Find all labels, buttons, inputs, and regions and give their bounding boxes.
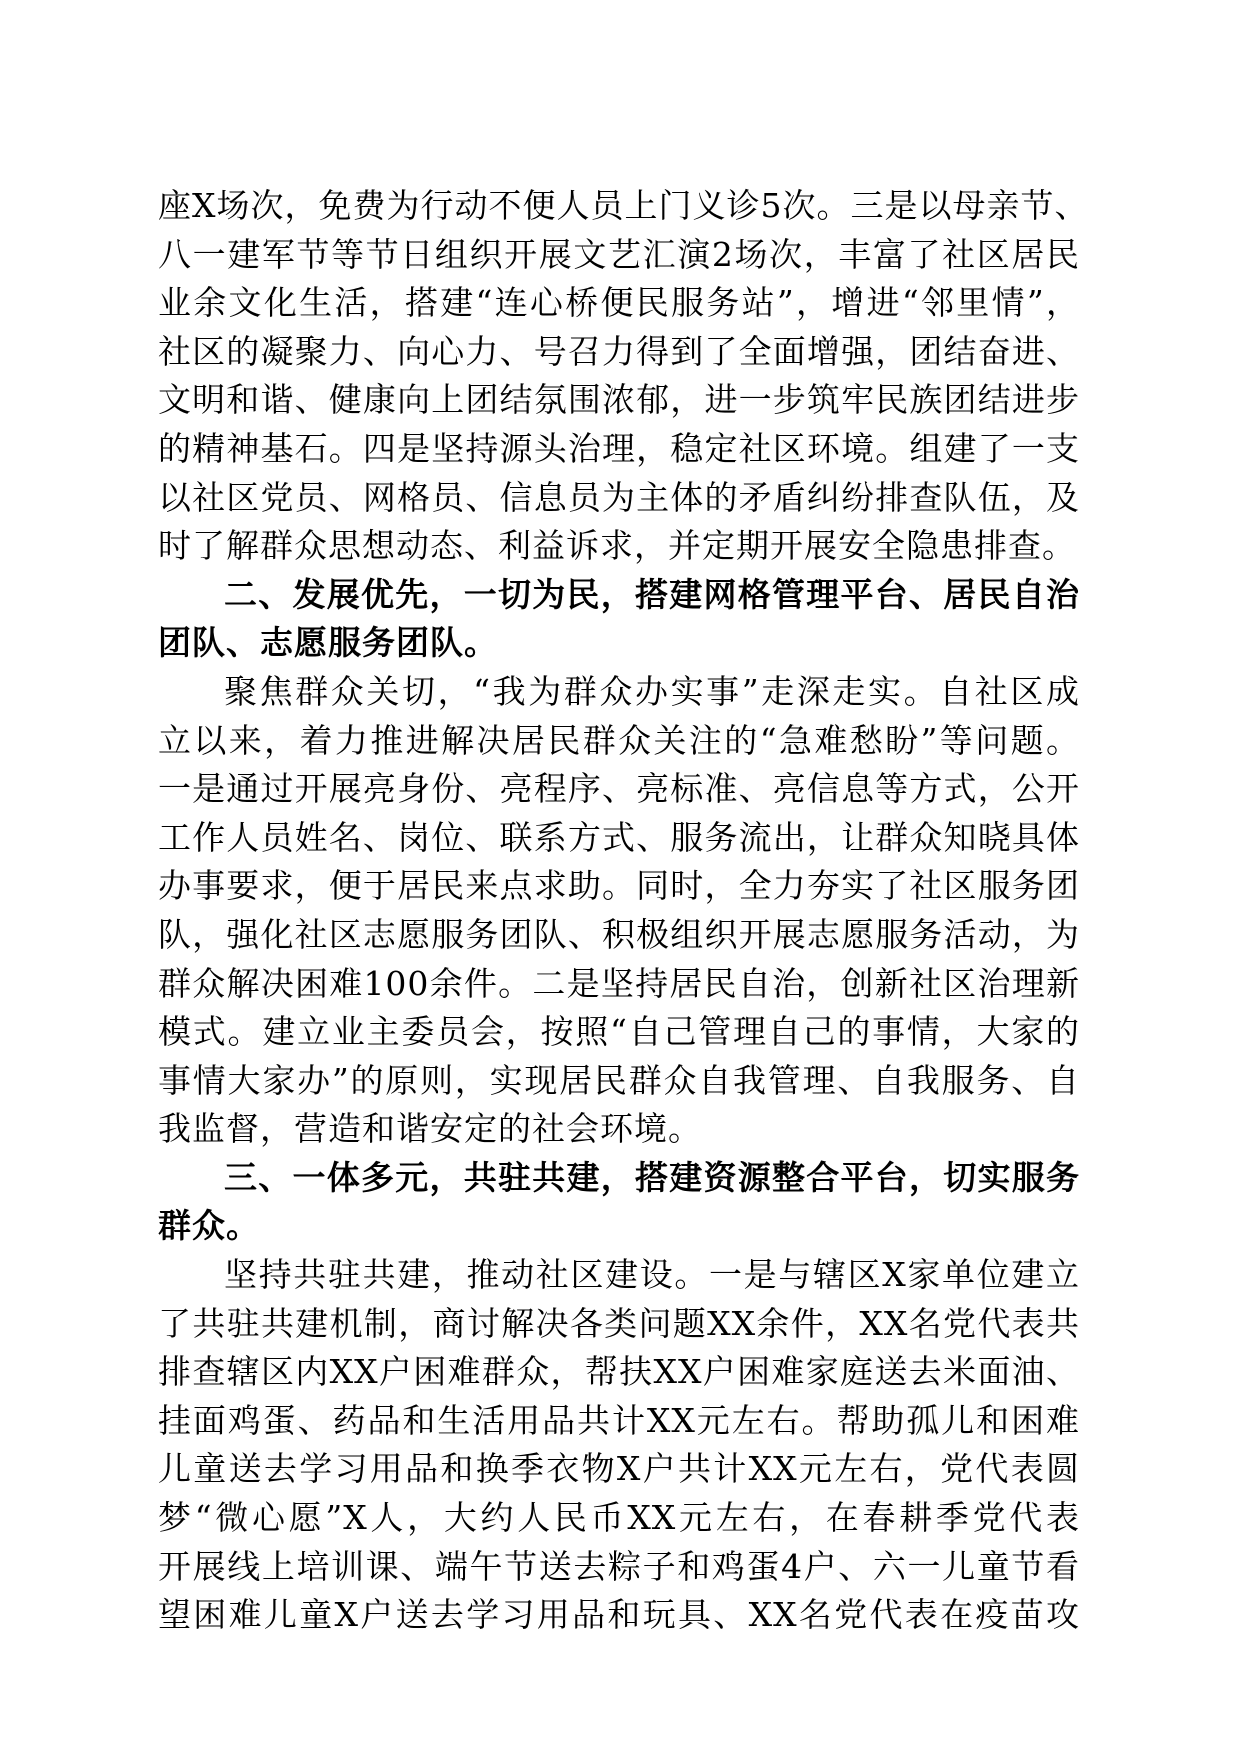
body-line: 儿童送去学习用品和换季衣物X户共计XX元左右，党代表圆	[158, 1449, 1080, 1489]
body-line: 聚焦群众关切，“我为群众办实事”走深走实。自社区成	[224, 671, 1080, 711]
section-heading-3-cont: 群众。	[158, 1206, 260, 1246]
body-line: 梦“微心愿”X人，大约人民币XX元左右，在春耕季党代表	[158, 1498, 1080, 1538]
body-line: 群众解决困难100余件。二是坚持居民自治，创新社区治理新	[158, 963, 1080, 1003]
body-line: 八一建军节等节日组织开展文艺汇演2场次，丰富了社区居民	[158, 234, 1080, 274]
body-line: 的精神基石。四是坚持源头治理，稳定社区环境。组建了一支	[158, 428, 1080, 468]
body-line: 一是通过开展亮身份、亮程序、亮标准、亮信息等方式，公开	[158, 769, 1080, 809]
body-line: 坚持共驻共建，推动社区建设。一是与辖区X家单位建立	[224, 1255, 1080, 1295]
body-line: 业余文化生活，搭建“连心桥便民服务站”，增进“邻里情”，	[158, 283, 1080, 323]
body-line: 挂面鸡蛋、药品和生活用品共计XX元左右。帮助孤儿和困难	[158, 1400, 1080, 1440]
body-line: 办事要求，便于居民来点求助。同时，全力夯实了社区服务团	[158, 866, 1080, 906]
body-line: 排查辖区内XX户困难群众，帮扶XX户困难家庭送去米面油、	[158, 1352, 1080, 1392]
body-line: 我监督，营造和谐安定的社会环境。	[158, 1109, 702, 1149]
body-line: 望困难儿童X户送去学习用品和玩具、XX名党代表在疫苗攻	[158, 1595, 1080, 1635]
body-line: 立以来，着力推进解决居民群众关注的“急难愁盼”等问题。	[158, 720, 1080, 760]
body-line: 以社区党员、网格员、信息员为主体的矛盾纠纷排查队伍，及	[158, 477, 1080, 517]
body-line: 开展线上培训课、端午节送去粽子和鸡蛋4户、六一儿童节看	[158, 1546, 1080, 1586]
section-heading-2: 二、发展优先，一切为民，搭建网格管理平台、居民自治	[224, 574, 1080, 614]
body-line: 座X场次，免费为行动不便人员上门义诊5次。三是以母亲节、	[158, 186, 1089, 225]
body-line: 事情大家办”的原则，实现居民群众自我管理、自我服务、自	[158, 1060, 1080, 1100]
body-line: 社区的凝聚力、向心力、号召力得到了全面增强，团结奋进、	[158, 331, 1080, 371]
body-line: 队，强化社区志愿服务团队、积极组织开展志愿服务活动，为	[158, 914, 1080, 954]
body-line: 了共驻共建机制，商讨解决各类问题XX余件，XX名党代表共	[158, 1303, 1080, 1343]
document-body	[158, 182, 1089, 1640]
body-line: 文明和谐、健康向上团结氛围浓郁，进一步筑牢民族团结进步	[158, 380, 1080, 420]
body-line: 工作人员姓名、岗位、联系方式、服务流出，让群众知晓具体	[158, 817, 1080, 857]
section-heading-3: 三、一体多元，共驻共建，搭建资源整合平台，切实服务	[224, 1157, 1080, 1197]
section-heading-2-cont: 团队、志愿服务团队。	[158, 623, 498, 663]
body-line: 模式。建立业主委员会，按照“自己管理自己的事情，大家的	[158, 1012, 1080, 1052]
body-line: 时了解群众思想动态、利益诉求，并定期开展安全隐患排查。	[158, 526, 1076, 566]
